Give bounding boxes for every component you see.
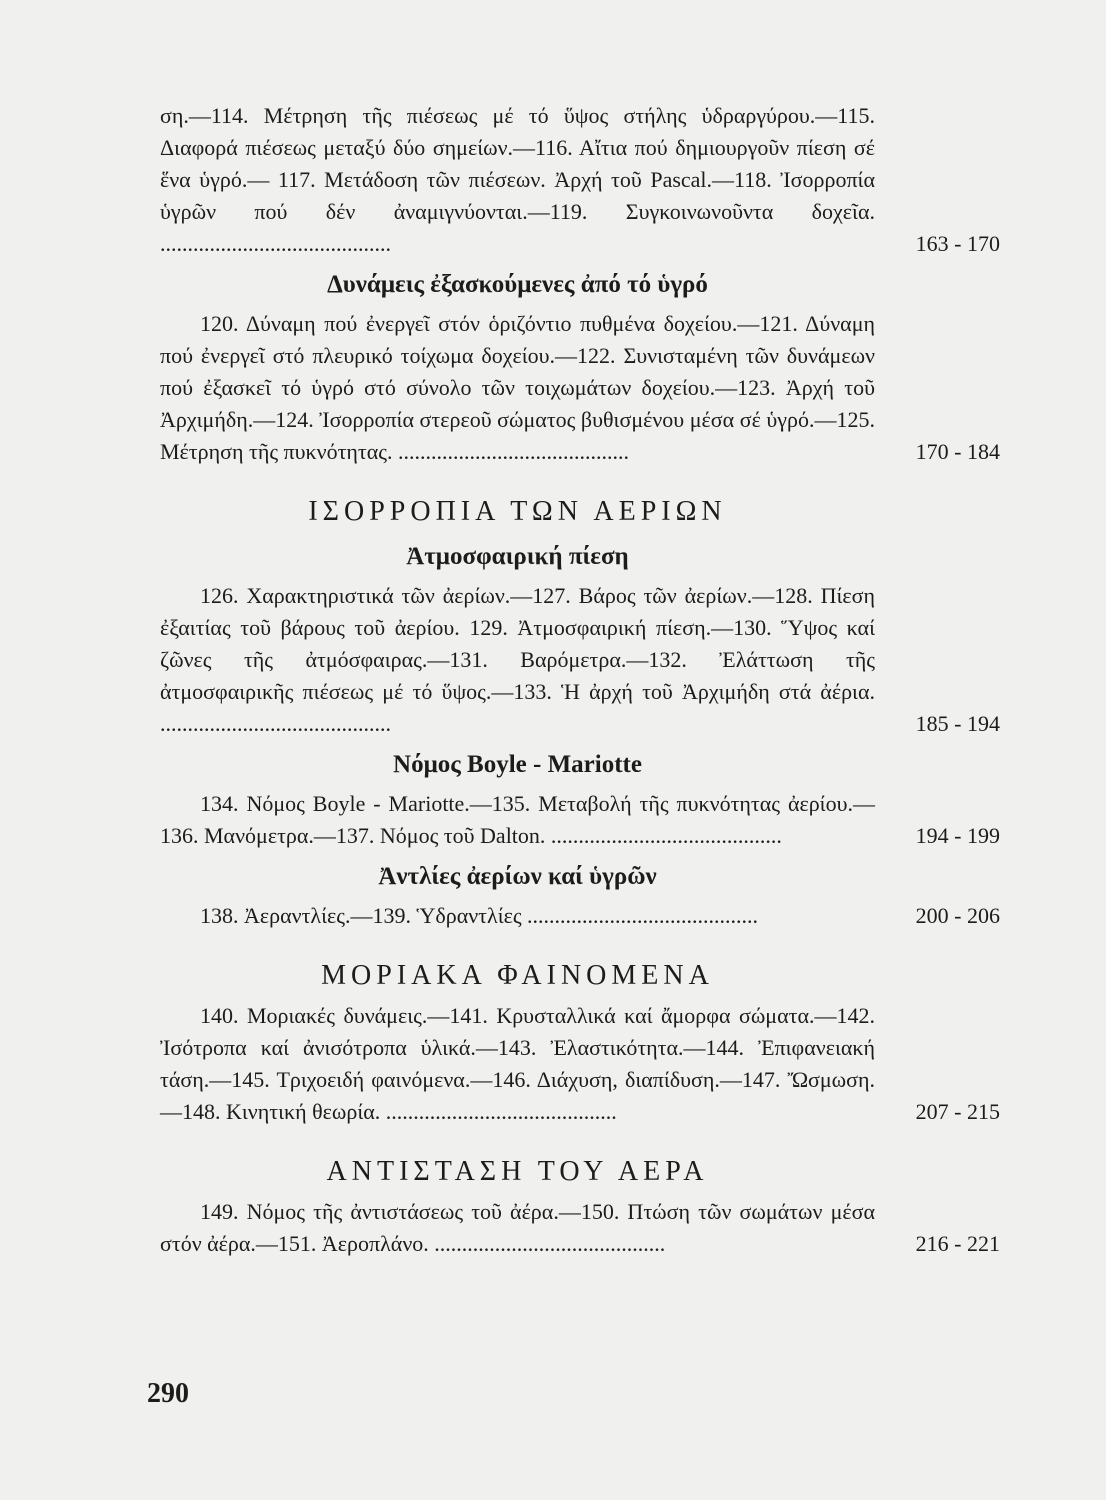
entry-text: 140. Μοριακές δυνάμεις.—141. Κρυσταλλικά καί ἄμορφα σώματα.—142. Ἰσότροπα καί ἀνισότροπα ὑλικά.—143. Ἐλαστικότητα.—144. Ἐπιφανειακή τάση.—145. Τριχοειδή φαινόμενα.—146. Διάχυση, διαπίδυση.—147. Ὤσμωση.—148. Κινητική θεωρία. .......................................... <box>160 1003 875 1124</box>
subsection-heading: Δυνάμεις ἐξασκούμενες ἀπό τό ὑγρό <box>327 271 708 298</box>
entry-text: 126. Χαρακτηριστικά τῶν ἀερίων.—127. Βάρος τῶν ἀερίων.—128. Πίεση ἐξαιτίας τοῦ βάρους τοῦ ἀερίου. 129. Ἀτμοσφαιρική πίεση.—130. Ὕψος καί ζῶνες τῆς ἀτμόσφαιρας.—131. Βαρόμετρα.—132. Ἐλάττωση τῆς ἀτμοσφαιρικῆς πιέσεως μέ τό ὕψος.—133. Ἡ ἀρχή τοῦ Ἀρχιμήδη στά ἀέρια. .......................................... <box>160 583 875 736</box>
subsection-heading: Ἀντλίες ἀερίων καί ὑγρῶν <box>378 863 657 890</box>
toc-entry <box>160 580 1000 740</box>
page-range: 194 - 199 <box>915 823 1000 848</box>
section-title: ΙΣΟΡΡΟΠΙΑ ΤΩΝ ΑΕΡΙΩΝ <box>308 496 727 527</box>
section-title: ΜΟΡΙΑΚΑ ΦΑΙΝΟΜΕΝΑ <box>321 960 714 991</box>
page-range: 200 - 206 <box>915 903 1000 928</box>
entry-text: 149. Νόμος τῆς ἀντιστάσεως τοῦ ἀέρα.—150. Πτώση τῶν σωμάτων μέσα στόν ἀέρα.—151. Ἀεροπλάνο. .......................................... <box>160 1199 875 1256</box>
entry-text: 138. Ἀεραντλίες.—139. Ὑδραντλίες .......................................... <box>200 903 759 928</box>
page-range: 170 - 184 <box>915 439 1000 464</box>
page-range: 163 - 170 <box>915 231 1000 256</box>
entry-text: 120. Δύναμη πού ἐνεργεῖ στόν ὁριζόντιο πυθμένα δοχείου.—121. Δύναμη πού ἐνεργεῖ στό πλευρικό τοίχωμα δοχείου.—122. Συνισταμένη τῶν δυνάμεων πού ἐξασκεῖ τό ὑγρό στό σύνολο τῶν τοιχωμάτων δοχείου.—123. Ἀρχή τοῦ Ἀρχιμήδη.—124. Ἰσορροπία στερεοῦ σώματος βυθισμένου μέσα σέ ὑγρό.—125. Μέτρηση τῆς πυκνότητας. .......................................... <box>160 311 875 464</box>
toc-entry <box>160 788 1000 852</box>
toc-entry <box>160 308 1000 468</box>
toc-entry <box>160 900 1000 932</box>
section-title: ΑΝΤΙΣΤΑΣΗ ΤΟΥ ΑΕΡΑ <box>326 1156 709 1187</box>
entry-text: ση.—114. Μέτρηση τῆς πιέσεως μέ τό ὕψος στήλης ὑδραργύρου.—115. Διαφορά πιέσεως μεταξύ δύο σημείων.—116. Αἴτια πού δημιουργοῦν πίεση σέ ἕνα ὑγρό.— 117. Μετάδοση τῶν πιέσεων. Ἀρχή τοῦ Pascal.—118. Ἰσορροπία ὑγρῶν πού δέν ἀναμιγνύονται.—119. Συγκοινωνοῦντα δοχεῖα. .......................................... <box>160 103 875 256</box>
page-number: 290 <box>147 1378 189 1409</box>
table-of-contents <box>160 100 1000 1260</box>
entry-text: 134. Νόμος Boyle - Mariotte.—135. Μεταβολή τῆς πυκνότητας ἀερίου.—136. Μανόμετρα.—137. Νόμος τοῦ Dalton. .......................................... <box>160 791 875 848</box>
subsection-heading: Νόμος Boyle - Mariotte <box>393 751 642 778</box>
page-range: 185 - 194 <box>915 711 1000 736</box>
toc-entry <box>160 100 1000 260</box>
toc-entry <box>160 1000 1000 1128</box>
page-range: 207 - 215 <box>915 1099 1000 1124</box>
subsection-heading: Ἀτμοσφαιρική πίεση <box>406 543 629 570</box>
toc-entry <box>160 1196 1000 1260</box>
page-range: 216 - 221 <box>915 1231 1000 1256</box>
